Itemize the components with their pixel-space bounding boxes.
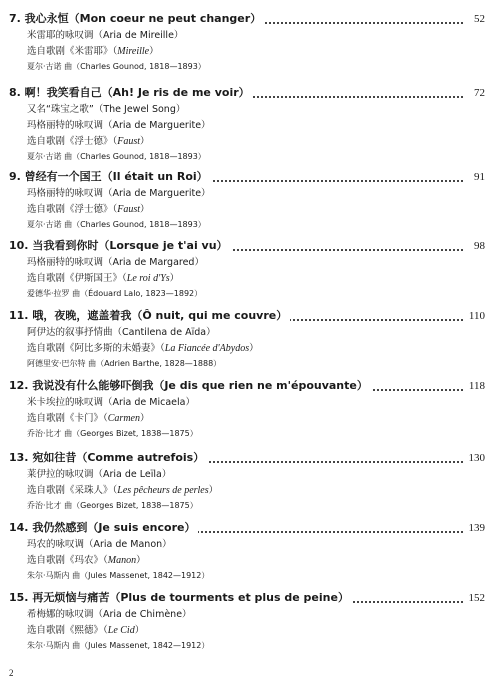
entry-page-number: 72 xyxy=(474,87,485,99)
entry-title[interactable]: 14. 我仍然感到（Je suis encore） xyxy=(9,521,198,535)
entry-page-number: 98 xyxy=(474,240,485,252)
composer-line: 爱德华·拉罗 曲（Édouard Lalo, 1823—1892） xyxy=(27,289,203,298)
composer-line: 朱尔·马斯内 曲（Jules Massenet, 1842—1912） xyxy=(27,571,210,580)
entry-page-number: 152 xyxy=(468,592,485,604)
toc-entry[interactable] xyxy=(9,451,485,513)
entry-title[interactable]: 13. 宛如往昔（Comme autrefois） xyxy=(9,451,207,465)
source-line: 选自歌剧《玛农》（Manon） xyxy=(27,555,146,566)
toc-entry[interactable] xyxy=(9,591,485,653)
aria-line: 米卡埃拉的咏叹调（Aria de Micaela） xyxy=(27,397,195,408)
entry-page-number: 139 xyxy=(468,522,485,534)
toc-entry[interactable] xyxy=(9,379,485,441)
aria-line: 玛格丽特的咏叹调（Aria de Marguerite） xyxy=(27,120,211,131)
entry-page-number: 110 xyxy=(468,310,485,322)
composer-line: 乔治·比才 曲（Georges Bizet, 1838—1875） xyxy=(27,429,198,438)
entry-title[interactable]: 11. 哦，夜晚，遮盖着我（Ô nuit, qui me couvre） xyxy=(9,309,290,323)
toc-entry[interactable] xyxy=(9,86,485,164)
entry-page-number: 91 xyxy=(474,171,485,183)
source-line: 选自歌剧《浮士德》（Faust） xyxy=(27,136,150,147)
entry-page-number: 52 xyxy=(474,13,485,25)
toc-entry[interactable] xyxy=(9,170,485,232)
source-line: 选自歌剧《米雷耶》（Mireille） xyxy=(27,46,159,57)
entry-page-number: 130 xyxy=(468,452,485,464)
entry-title[interactable]: 8. 啊！我笑看自己（Ah! Je ris de me voir） xyxy=(9,86,253,100)
source-line: 选自歌剧《卡门》（Carmen） xyxy=(27,413,150,424)
source-line: 选自歌剧《熙德》（Le Cid） xyxy=(27,625,145,636)
aria-line: 玛格丽特的咏叹调（Aria de Margared） xyxy=(27,257,204,268)
toc-entry[interactable] xyxy=(9,12,485,74)
aria-line: 莱伊拉的咏叹调（Aria de Leïla） xyxy=(27,469,172,480)
aria-line: 希梅娜的咏叹调（Aria de Chimène） xyxy=(27,609,192,620)
composer-line: 乔治·比才 曲（Georges Bizet, 1838—1875） xyxy=(27,501,198,510)
composer-line: 夏尔·古诺 曲（Charles Gounod, 1818—1893） xyxy=(27,62,206,71)
source-line: 选自歌剧《采珠人》（Les pêcheurs de perles） xyxy=(27,485,219,496)
aria-line: 阿伊达的叙事抒情曲（Cantilena de Aïda） xyxy=(27,327,216,338)
aria-line: 玛格丽特的咏叹调（Aria de Marguerite） xyxy=(27,188,211,199)
entry-title[interactable]: 12. 我说没有什么能够吓倒我（Je dis que rien ne m'épouvante） xyxy=(9,379,371,393)
alias-line: 又名“珠宝之歌”（The Jewel Song） xyxy=(27,104,186,115)
entry-title[interactable]: 15. 再无烦恼与痛苦（Plus de tourments et plus de peine） xyxy=(9,591,352,605)
composer-line: 夏尔·古诺 曲（Charles Gounod, 1818—1893） xyxy=(27,152,206,161)
entry-title[interactable]: 9. 曾经有一个国王（Il était un Roi） xyxy=(9,170,211,184)
aria-line: 玛农的咏叹调（Aria de Manon） xyxy=(27,539,172,550)
aria-line: 米雷耶的咏叹调（Aria de Mireille） xyxy=(27,30,184,41)
entry-title[interactable]: 7. 我心永恒（Mon coeur ne peut changer） xyxy=(9,12,264,26)
composer-line: 朱尔·马斯内 曲（Jules Massenet, 1842—1912） xyxy=(27,641,210,650)
composer-line: 阿德里安·巴尔特 曲（Adrien Barthe, 1828—1888） xyxy=(27,359,222,368)
toc-entry[interactable] xyxy=(9,239,485,301)
source-line: 选自歌剧《浮士德》（Faust） xyxy=(27,204,150,215)
toc-entry[interactable] xyxy=(9,309,485,371)
toc-entry[interactable] xyxy=(9,521,485,583)
source-line: 选自歌剧《伊斯国王》（Le roi d'Ys） xyxy=(27,273,180,284)
page-folio: 2 xyxy=(9,668,14,678)
entry-title[interactable]: 10. 当我看到你时（Lorsque je t'ai vu） xyxy=(9,239,231,253)
entry-page-number: 118 xyxy=(468,380,485,392)
source-line: 选自歌剧《阿比多斯的未婚妻》（La Fiancée d'Abydos） xyxy=(27,343,259,354)
composer-line: 夏尔·古诺 曲（Charles Gounod, 1818—1893） xyxy=(27,220,206,229)
